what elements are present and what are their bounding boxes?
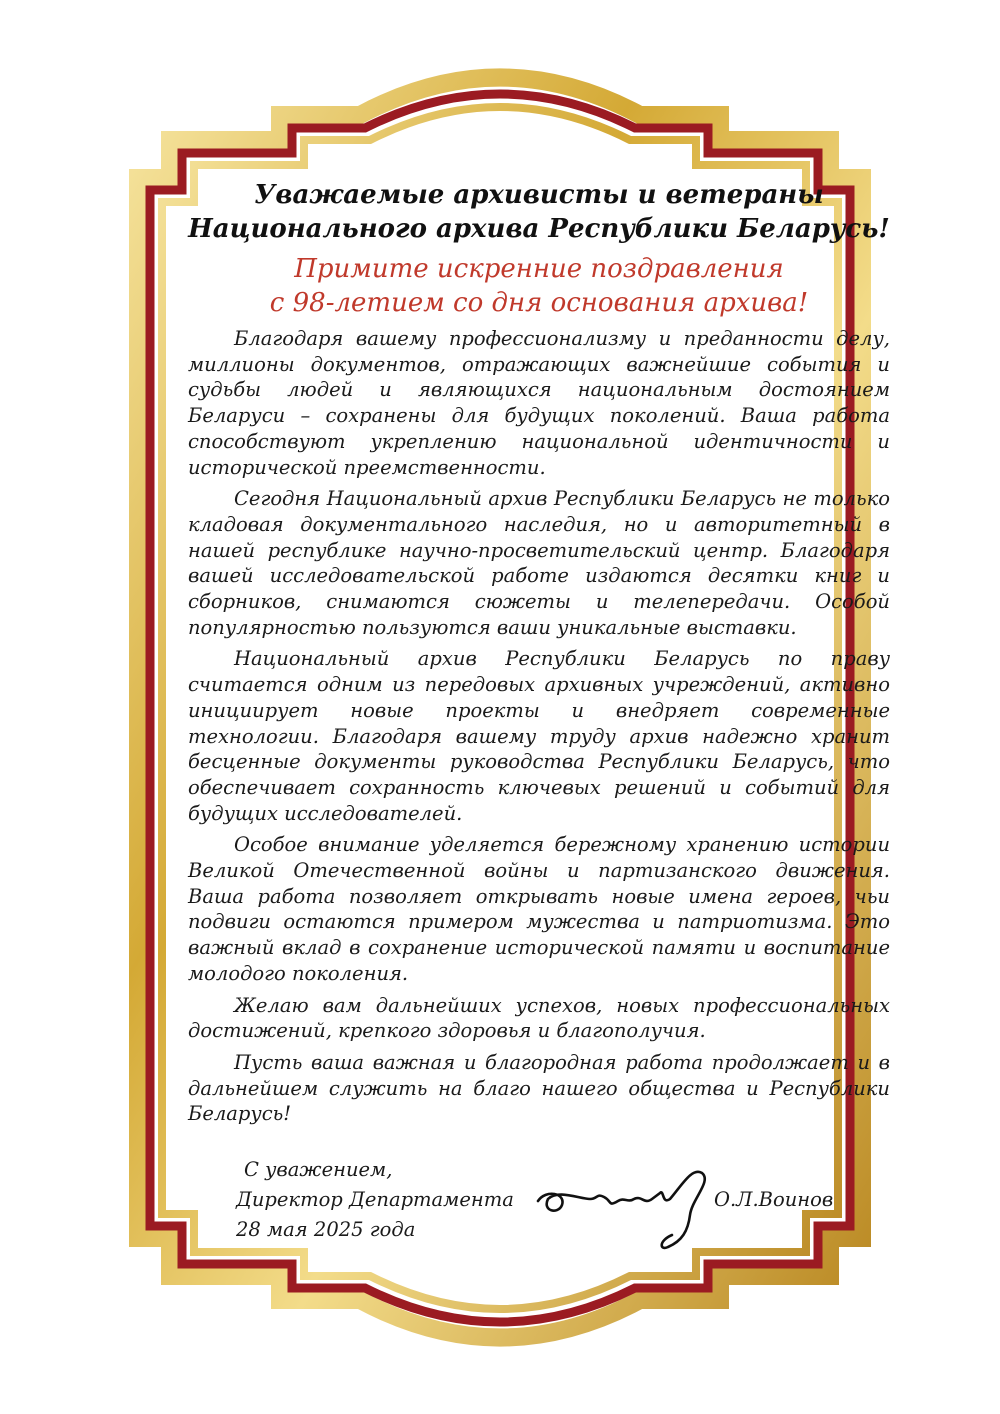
congratulations-heading: [188, 252, 890, 320]
paragraph-3: Национальный архив Республики Беларусь по праву считается одним из передовых архивных учреждений, активно инициирует новые проекты и внедряет современные технологии. Благодаря вашему труду архив надежно хранит бесценные документы руководства Республики Беларусь, что обеспечивает сохранность ключевых решений и событий для будущих исследователей.: [188, 647, 890, 825]
paragraph-2: Сегодня Национальный архив Республики Беларусь не только кладовая документального наследия, но и авторитетный в нашей республике научно-просветительский центр. Благодаря вашей исследовательской работе издаются десятки книг и сборников, снимаются сюжеты и телепередачи. Особой популярностью пользуются ваши уникальные выставки.: [188, 487, 890, 639]
salutation-heading: [188, 178, 890, 246]
paragraph-4: Особое внимание уделяется бережному хранению истории Великой Отечественной войны и партизанского движения. Ваша работа позволяет открывать новые имена героев, чьи подвиги остаются примером мужества и патриотизма. Это важный вклад в сохранение исторической памяти и воспитание молодого поколения.: [188, 833, 890, 985]
closing-regards: С уважением,: [244, 1158, 393, 1182]
salutation-line-1: Уважаемые архивисты и ветераны: [254, 180, 824, 210]
congratulations-line-2: с 98-летием со дня основания архива!: [269, 288, 809, 318]
handwritten-signature: [532, 1159, 722, 1259]
salutation-line-2: Национального архива Республики Беларусь!: [188, 214, 890, 244]
congratulations-line-1: Примите искренние поздравления: [294, 254, 784, 284]
letter-date: 28 мая 2025 года: [236, 1218, 416, 1242]
paragraph-6: Пусть ваша важная и благородная работа продолжает и в дальнейшем служить на благо нашего общества и Республики Беларусь!: [188, 1050, 890, 1126]
letter-body: [188, 178, 890, 1245]
closing-block: [188, 1155, 890, 1245]
signer-position: Директор Департамента: [236, 1188, 514, 1212]
paragraph-1: Благодаря вашему профессионализму и преданности делу, миллионы документов, отражающих важнейшие события и судьбы людей и являющихся национальным достоянием Беларуси – сохранены для будущих поколений. Ваша работа способствуют укреплению национальной идентичности и исторической преемственности.: [188, 327, 890, 479]
signer-name: О.Л.Воинов: [714, 1188, 834, 1212]
paragraph-5: Желаю вам дальнейших успехов, новых профессиональных достижений, крепкого здоровья и благополучия.: [188, 993, 890, 1043]
